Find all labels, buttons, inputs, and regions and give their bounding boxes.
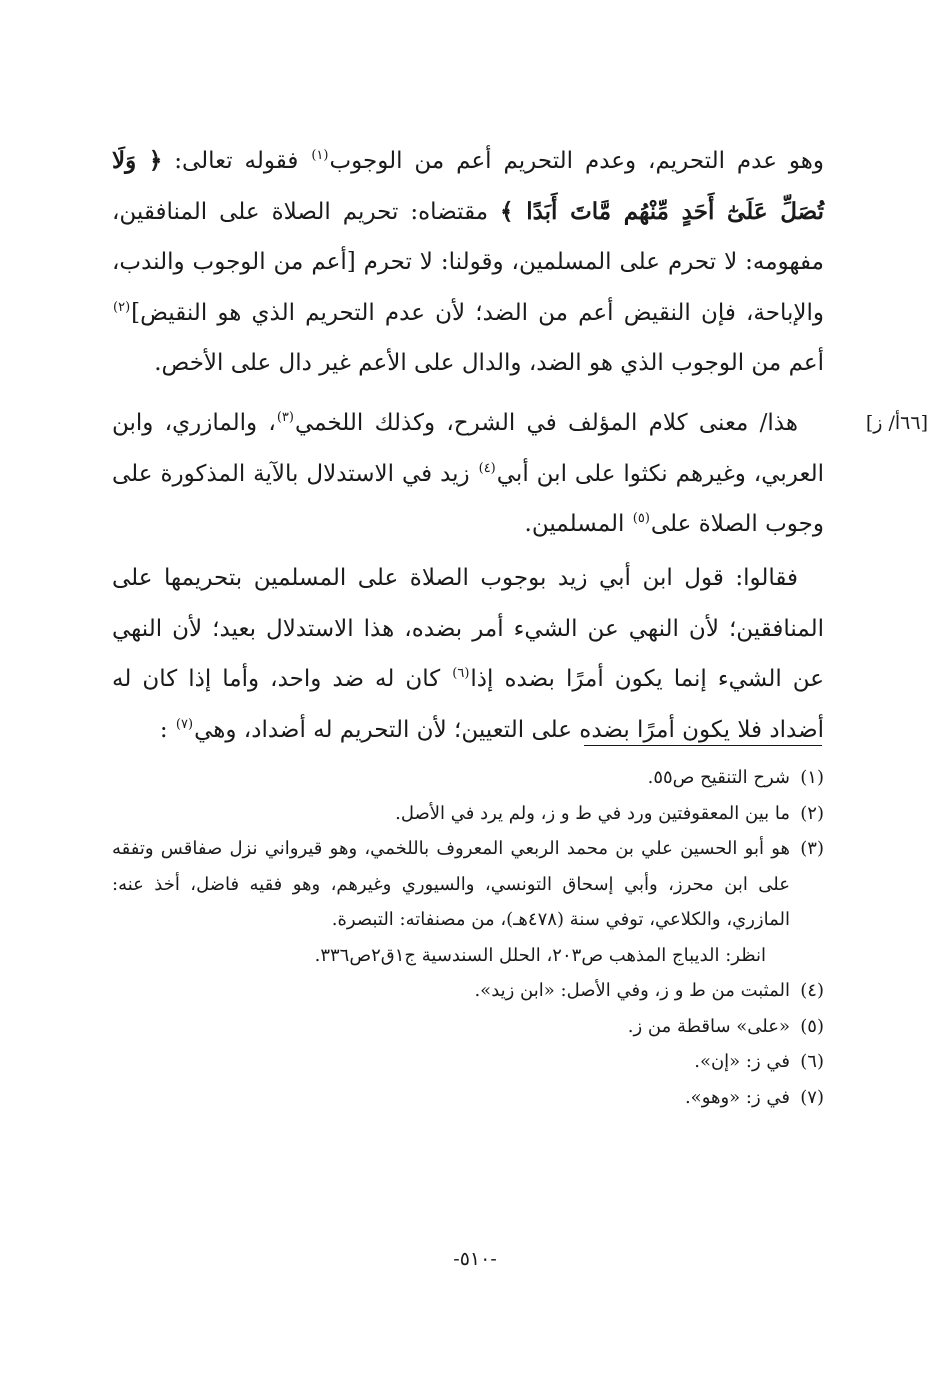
footnote-number: (٥)	[800, 1015, 824, 1037]
footnote-6	[112, 1044, 824, 1080]
footnote-text: في ز: «إن».	[694, 1051, 790, 1072]
footnote-text: في ز: «وهو».	[684, 1086, 790, 1108]
paragraph-1-text-b: فقوله تعالى:	[162, 148, 311, 174]
footnote-text: ما بين المعقوفتين ورد في ط و ز، ولم يرد في الأصل.	[395, 802, 790, 824]
footnote-text: المثبت من ط و ز، وفي الأصل: «ابن زيد».	[474, 980, 790, 1001]
paragraph-1	[112, 136, 824, 389]
footnote-text: «على» ساقطة من ز.	[627, 1015, 790, 1037]
paragraph-1-text-a: وهو عدم التحريم، وعدم التحريم أعم من الوجوب	[329, 148, 824, 174]
paragraph-1-text-d: أعم من الوجوب الذي هو الضد، والدال على الأعم غير دال على الأخص.	[154, 350, 824, 376]
paragraph-2-text-a: هذا/ معنى كلام المؤلف في الشرح، وكذلك اللخمي	[294, 410, 798, 436]
page-number: -٥١٠-	[453, 1248, 497, 1270]
paragraph-2-text-b: ، والمازري، وابن العربي، وغيرهم نكثوا على ابن أبي	[112, 410, 824, 487]
footnote-number: (٧)	[800, 1086, 824, 1108]
footnote-text: شرح التنقيح ص٥٥.	[647, 767, 790, 788]
footnote-text: انظر: الديباج المذهب ص٢٠٣، الحلل السندسية ج١ق٢ص٣٣٦.	[314, 944, 766, 966]
footnote-number: (٣)	[800, 838, 824, 859]
footnote-5	[112, 1009, 824, 1045]
paragraph-2-text-d: المسلمين.	[524, 511, 632, 537]
paragraph-3	[112, 553, 824, 755]
manuscript-folio-reference: [٦٦أ/ ز]	[865, 412, 928, 434]
footnote-ref-6: (٦)	[452, 666, 470, 682]
paragraph-2	[112, 398, 824, 550]
footnote-number: (٦)	[800, 1051, 824, 1072]
footnote-4	[112, 973, 824, 1009]
footnote-3-sources	[112, 938, 824, 974]
footnote-7	[112, 1080, 824, 1116]
footnote-1	[112, 760, 824, 796]
footnote-ref-4: (٤)	[478, 460, 496, 476]
footnote-ref-3: (٣)	[276, 410, 294, 426]
paragraph-3-text-a: فقالوا: قول ابن أبي زيد بوجوب الصلاة على المسلمين بتحريمها على المنافقين؛ لأن النهي عن الشيء أمر بضده، هذا الاستدلال بعيد؛ لأن النهي عن الشيء إنما يكون أمرًا بضده إذا	[112, 565, 824, 692]
paragraph-3-text-c: :	[159, 716, 175, 743]
footnote-2	[112, 796, 824, 832]
footnote-number: (٤)	[800, 980, 824, 1001]
footnote-number: (٢)	[800, 802, 824, 824]
quran-verse: ﴿ وَلَا تُصَلِّ عَلَىٰٓ أَحَدٍ مِّنْهُم مَّاتَ أَبَدًا ﴾	[112, 147, 824, 225]
footnote-3	[112, 831, 824, 938]
footnote-text: هو أبو الحسين علي بن محمد الربعي المعروف باللخمي، وهو قيرواني نزل صفاقس وتفقه على ابن محرز، وأبي إسحاق التونسي، والسيوري وغيرهم، وهو فقيه فاضل، أخذ عنه: المازري، والكلاعي، توفي سنة (٤٧٨هـ)، من مصنفاته: التبصرة.	[112, 838, 790, 930]
paragraph-2-text-c: زيد في الاستدلال بالآية المذكورة على وجوب الصلاة على	[112, 460, 824, 537]
footnote-ref-7: (٧)	[175, 716, 194, 732]
paragraph-3-text-b: كان له ضد واحد، وأما إذا كان له أضداد فلا يكون أمرًا بضده على التعيين؛ لأن التحريم له أضداد، وهي	[112, 666, 824, 743]
footnote-number: (١)	[800, 767, 824, 788]
paragraph-1-text-c: مقتضاه: تحريم الصلاة على المنافقين، مفهومه: لا تحرم على المسلمين، وقولنا: لا تحرم [أعم من الوجوب والندب، والإباحة، فإن النقيض أعم من الضد؛ لأن عدم التحريم الذي هو النقيض]	[112, 198, 824, 326]
footnotes-list	[112, 760, 824, 1115]
footnote-ref-1: (١)	[311, 148, 329, 164]
footnote-ref-2: (٢)	[113, 299, 131, 315]
footnote-separator-line	[584, 745, 822, 746]
footnote-ref-5: (٥)	[632, 511, 650, 527]
